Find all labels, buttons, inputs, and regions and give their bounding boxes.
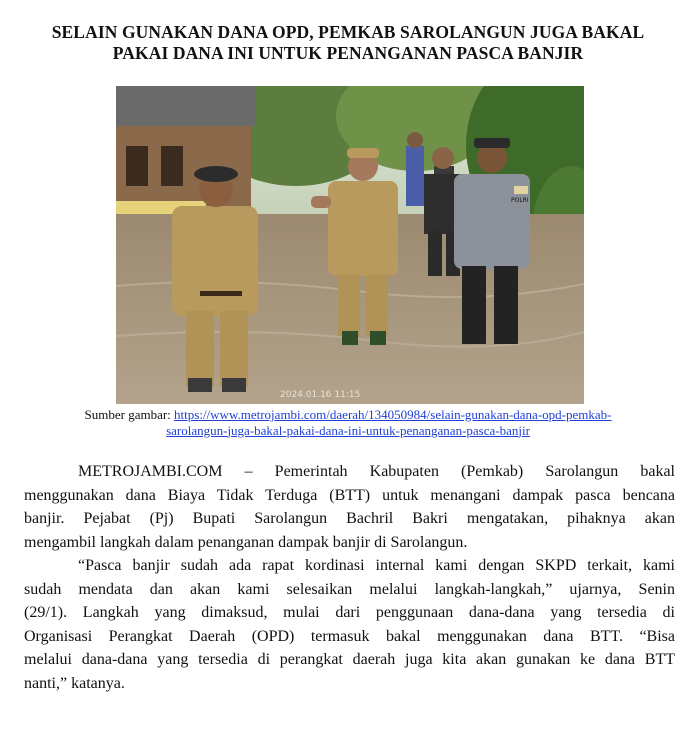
article-title [20, 22, 676, 64]
paragraph-line: sudah mendata dan akan kami selesaikan melalui langkah-langkah,” ujarnya, Senin [24, 580, 675, 598]
title-line-1: SELAIN GUNAKAN DANA OPD, PEMKAB SAROLANGUN JUGA BAKAL [51, 22, 645, 42]
paragraph-line: banjir. Pejabat (Pj) Bupati Sarolangun Bachril Bakri mengatakan, pihaknya akan [24, 510, 675, 527]
article-body [24, 460, 675, 695]
source-link-part-1[interactable]: https://www.metrojambi.com/daerah/134050984/selain-gunakan-dana-opd-pemkab- [174, 407, 612, 422]
caption-line-2 [20, 423, 676, 439]
paragraph-line: “Pasca banjir sudah ada rapat kordinasi internal kami dengan SKPD terkait, kami [78, 557, 675, 574]
paragraph-line: melalui dana-dana yang tersedia di perangkat daerah juga kita akan gunakan ke dana BTT [24, 651, 675, 668]
paragraph-line: menggunakan dana Biaya Tidak Terduga (BTT) untuk menangani dampak pasca bencana [24, 486, 675, 504]
paragraph-line: nanti,” katanya. [24, 674, 125, 692]
article-photo [116, 86, 584, 404]
paragraph-line: (29/1). Langkah yang dimaksud, mulai dari penggunaan dana-dana yang tersedia di [24, 604, 675, 621]
photo-caption [20, 407, 676, 438]
paragraph-line: Organisasi Perangkat Daerah (OPD) termasuk bakal menggunakan dana BTT. “Bisa [24, 627, 675, 645]
caption-line-1 [20, 407, 676, 423]
badge-text: POLRI [511, 197, 529, 204]
caption-label: Sumber gambar: [84, 407, 175, 422]
paragraph-line: METROJAMBI.COM – Pemerintah Kabupaten (Pemkab) Sarolangun bakal [78, 463, 675, 480]
paragraph-2 [24, 554, 675, 695]
source-link-part-2[interactable]: sarolangun-juga-bakal-pakai-dana-ini-untuk-penanganan-pasca-banjir [166, 422, 530, 438]
paragraph-1 [24, 460, 675, 554]
paragraph-line: mengambil langkah dalam penanganan dampak banjir di Sarolangun. [24, 533, 468, 551]
title-line-2: PAKAI DANA INI UNTUK PENANGANAN PASCA BANJIR [112, 43, 584, 63]
photo-timestamp: 2024.01.16 11:15 [280, 390, 361, 400]
